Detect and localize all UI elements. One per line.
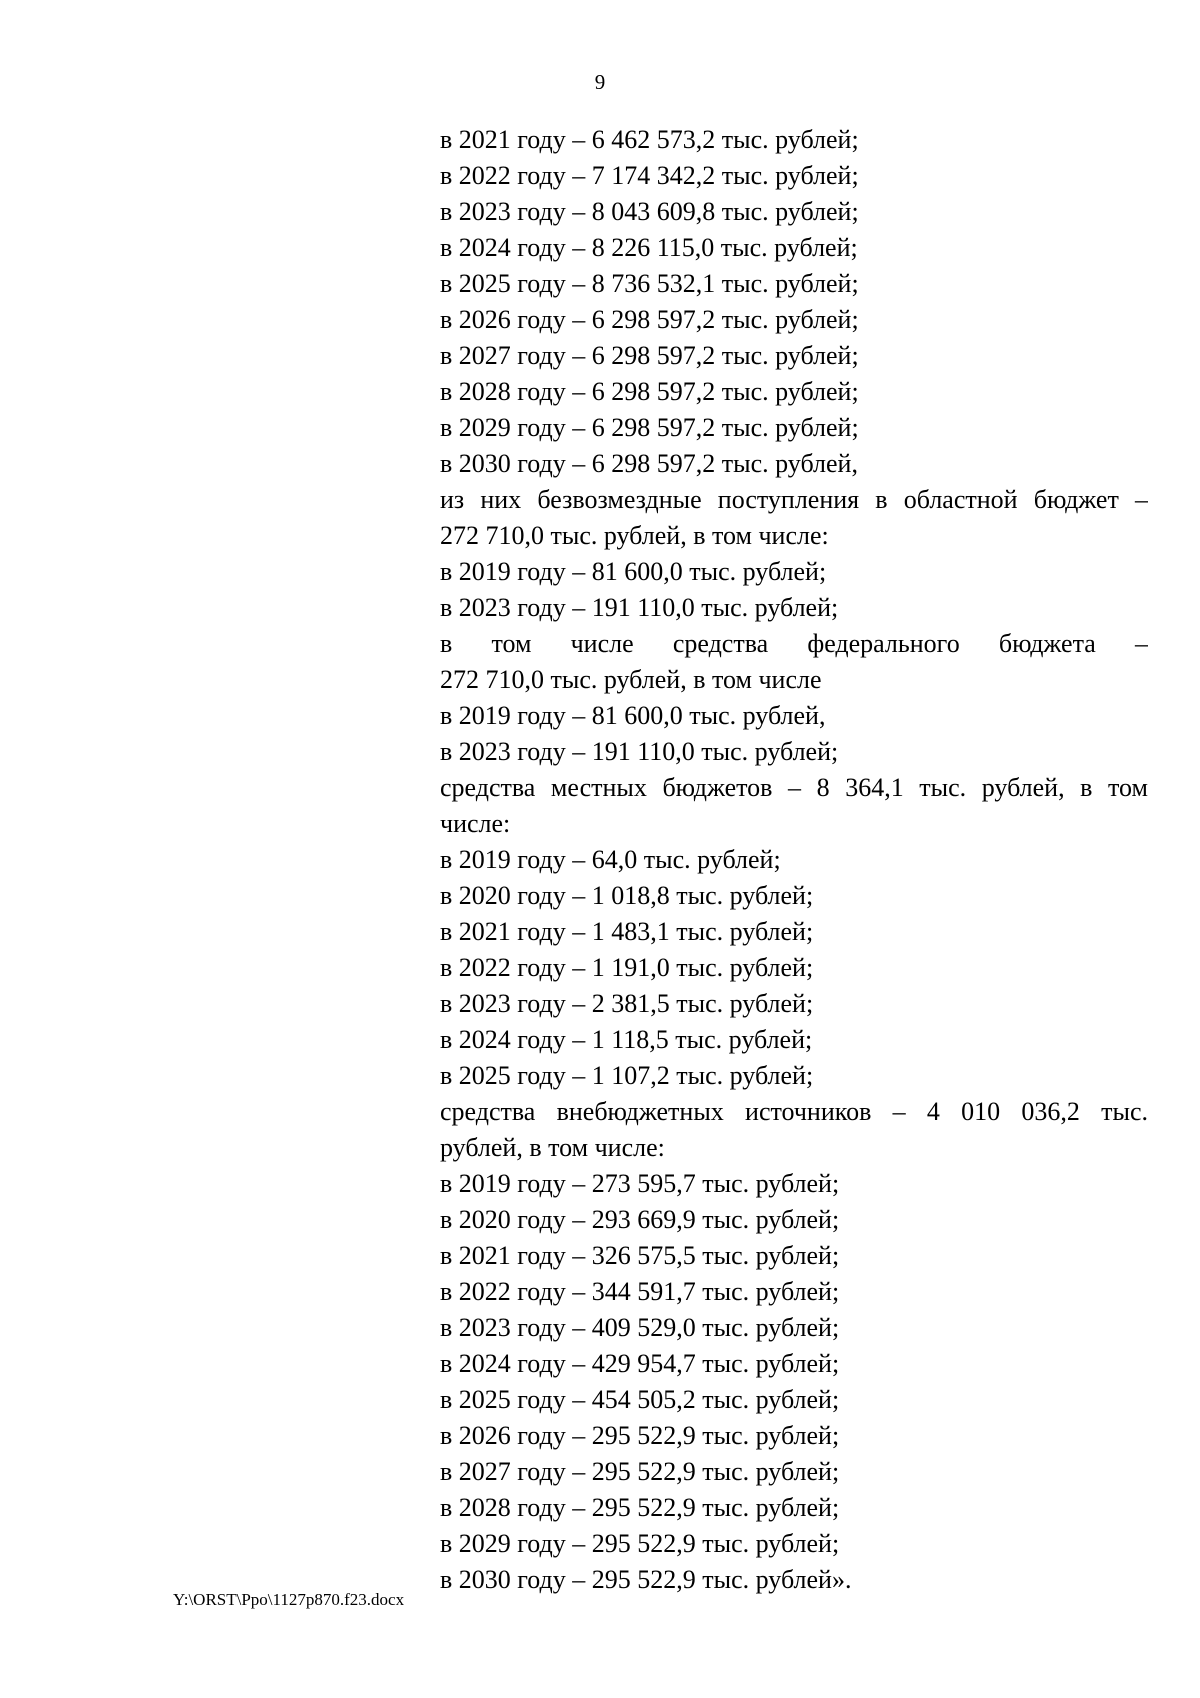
text-line: в 2028 году – 6 298 597,2 тыс. рублей; [440,377,859,406]
text-line: средства местных бюджетов – 8 364,1 тыс. рублей, в том [440,773,1148,802]
text-line: в 2022 году – 1 191,0 тыс. рублей; [440,953,814,982]
text-line: в 2020 году – 1 018,8 тыс. рублей; [440,881,814,910]
text-line: в 2022 году – 344 591,7 тыс. рублей; [440,1277,840,1306]
text-line: в том числе средства федерального бюджета – [440,629,1148,658]
text-line: в 2025 году – 1 107,2 тыс. рублей; [440,1061,814,1090]
text-line: в 2024 году – 8 226 115,0 тыс. рублей; [440,233,858,262]
text-line: в 2021 году – 1 483,1 тыс. рублей; [440,917,814,946]
text-line: 272 710,0 тыс. рублей, в том числе [440,665,822,694]
text-line: в 2024 году – 1 118,5 тыс. рублей; [440,1025,813,1054]
text-line: в 2030 году – 295 522,9 тыс. рублей». [440,1565,852,1594]
text-line: рублей, в том числе: [440,1133,665,1162]
text-line: в 2019 году – 273 595,7 тыс. рублей; [440,1169,840,1198]
text-line: в 2023 году – 8 043 609,8 тыс. рублей; [440,197,859,226]
text-line: в 2024 году – 429 954,7 тыс. рублей; [440,1349,840,1378]
page-number: 9 [594,70,606,94]
text-line: в 2026 году – 6 298 597,2 тыс. рублей; [440,305,859,334]
text-line: в 2025 году – 8 736 532,1 тыс. рублей; [440,269,859,298]
text-line: в 2030 году – 6 298 597,2 тыс. рублей, [440,449,858,478]
text-line: в 2023 году – 409 529,0 тыс. рублей; [440,1313,840,1342]
text-line: в 2023 году – 191 110,0 тыс. рублей; [440,737,839,766]
document-body [440,122,1148,1598]
text-line: в 2021 году – 326 575,5 тыс. рублей; [440,1241,840,1270]
text-line: в 2020 году – 293 669,9 тыс. рублей; [440,1205,840,1234]
text-line: в 2023 году – 191 110,0 тыс. рублей; [440,593,839,622]
text-line: в 2019 году – 81 600,0 тыс. рублей, [440,701,826,730]
text-line: в 2029 году – 6 298 597,2 тыс. рублей; [440,413,859,442]
text-line: в 2029 году – 295 522,9 тыс. рублей; [440,1529,840,1558]
text-line: 272 710,0 тыс. рублей, в том числе: [440,521,829,550]
text-line: в 2028 году – 295 522,9 тыс. рублей; [440,1493,840,1522]
text-line: в 2023 году – 2 381,5 тыс. рублей; [440,989,814,1018]
text-line: средства внебюджетных источников – 4 010 036,2 тыс. [440,1097,1148,1126]
text-line: в 2019 году – 81 600,0 тыс. рублей; [440,557,827,586]
file-path-footer: Y:\ORST\Ppo\1127p870.f23.docx [173,1590,405,1609]
text-line: из них безвозмездные поступления в областной бюджет – [440,485,1148,514]
text-line: в 2027 году – 295 522,9 тыс. рублей; [440,1457,840,1486]
text-line: числе: [440,809,511,838]
text-line: в 2019 году – 64,0 тыс. рублей; [440,845,781,874]
text-line: в 2027 году – 6 298 597,2 тыс. рублей; [440,341,859,370]
text-line: в 2021 году – 6 462 573,2 тыс. рублей; [440,125,859,154]
text-line: в 2025 году – 454 505,2 тыс. рублей; [440,1385,840,1414]
text-line: в 2026 году – 295 522,9 тыс. рублей; [440,1421,840,1450]
text-line: в 2022 году – 7 174 342,2 тыс. рублей; [440,161,859,190]
